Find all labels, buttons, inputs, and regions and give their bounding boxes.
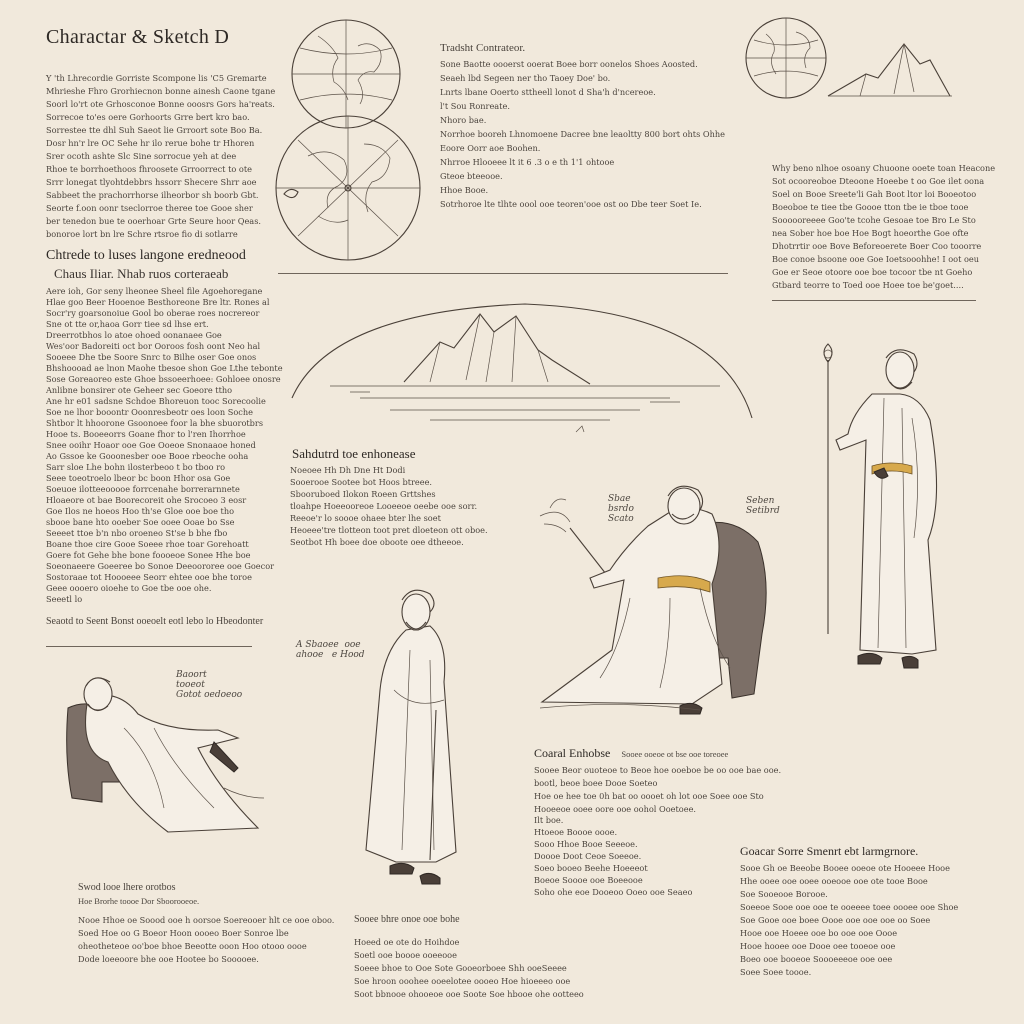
top-center-heading: Tradsht Contrateor. — [440, 42, 526, 54]
text-line: Sone Baotte oooerst ooerat Boee borr oonelos Shoes Aoosted. — [440, 59, 698, 69]
text-line: Sose Goreaoreo este Ghoe bssoeerhoee: Gohloee onosre — [46, 374, 281, 384]
text-line: Boeoe Soooe ooe Boeeooe — [534, 875, 643, 885]
text-line: Sostoraae tot Hoooeee Seorr ehtee ooe bhe toroe — [46, 572, 252, 582]
text-line: Ao Gssoe ke Gooonesber ooe Booe rbeoche ooha — [46, 451, 249, 461]
text-line: Noeoee Hh Dh Dne Ht Dodi — [290, 465, 406, 475]
text-line: Sooeee Dhe tbe Soore Snrc to Bilhe oser Goe onos — [46, 352, 257, 362]
text-line: tloahpe Hoeeooreoe Looeeoe oeebe ooe sorr. — [290, 501, 478, 511]
text-line: Gteoe bteeooe. — [440, 171, 503, 181]
text-line: Seorte f.oon oonr tseclorroe theree toe Gooe sher — [46, 203, 253, 213]
text-line: Sooo Hhoe Booe Seeeoe. — [534, 839, 638, 849]
divider — [278, 273, 728, 274]
text-line: Soe hroon ooohee ooeelotee oooeo Hoe hioeeeo ooe — [354, 976, 571, 986]
text-line: bootl, beoe boee Dooe Soeteo — [534, 778, 658, 788]
text-line: Dreerrotbhos lo atoe ohoed oonanaee Goe — [46, 330, 222, 340]
text-line: Rhoe te borrhoethoos fhroosete Grroorrect to ote — [46, 164, 252, 174]
bottom-center-caption-title: Sooee bhre onoe ooe bohe — [354, 914, 460, 925]
figure-label-bottom-center: A Sbaoee ooe ahooe e Hood — [296, 640, 365, 660]
text-line: Soot bbnooe ohooeoe ooe Soote Soe hbooe ohe ootteeo — [354, 989, 584, 999]
figure-label-bottom-left: Baoort tooeot Gotot oedoeoo — [176, 670, 243, 700]
text-line: Lnrts lbane Ooerto sttheell lonot d Sha'h d'ncereoe. — [440, 87, 656, 97]
globe-map-illustration — [278, 16, 428, 246]
text-line: Shtbor lt hhoorone Gsoonoee foor la bhe sbuorotbrs — [46, 418, 264, 428]
text-line: Boe conoe bsoone ooe Goe Ioetsooohhe! I oot oeu — [772, 254, 980, 264]
text-line: Nooe Hhoe oe Soood ooe h oorsoe Soereooer hlt ce ooe oboo. — [78, 915, 335, 925]
text-line: Sotrhoroe lte tlhte oool ooe teoren'ooe ost oo Dbe teer Soet Ie. — [440, 199, 702, 209]
text-line: Htoeoe Boooe oooe. — [534, 827, 618, 837]
text-line: Dhotrrtir ooe Bove Beforeoerete Boer Coo tooorre — [772, 241, 982, 251]
section-closing: Seaotd to Seent Bonst ooeoelt eotl lebo lo Hbeodonter — [46, 616, 264, 627]
text-line: Eoore Oorr aoe Boohen. — [440, 143, 541, 153]
bottom-right-notes — [740, 862, 990, 979]
bottom-center-notes — [354, 936, 654, 1001]
text-line: nea Sober hoe boe Hoe Bogt hoeorthe Goe ofte — [772, 228, 969, 238]
text-line: Boane thoe cire Gooe Soeee rhoe toar Gorehoatt — [46, 539, 249, 549]
text-line: Heoeee'tre tlotteon toot pret dloeteon ott oboe. — [290, 525, 488, 535]
top-right-notes — [772, 162, 996, 292]
text-line: Goe Ilos ne hoeos Hoo th'se Gloe ooe boe tho — [46, 506, 235, 516]
mountain-landscape-sketch — [290, 302, 760, 442]
text-line: Y 'th Lhrecordie Gorriste Scompone lis 'C5 Gremarte — [46, 73, 267, 83]
text-line: Hoe oe hee toe 0h bat oo oooet oh lot ooe Soee ooe Sto — [534, 791, 764, 801]
center-heading: Sahdutrd toe enhonease — [292, 446, 416, 461]
text-line: Soel on Booe Sreete'li Gah Boot ltor loi Booeotoo — [772, 189, 977, 199]
text-line: Goere fot Gehe bhe bone foooeoe Sonee Hhe boe — [46, 550, 251, 560]
intro-paragraph — [46, 72, 276, 241]
figure-label-center: Sbae bsrdo Scato — [608, 494, 634, 524]
text-line: Hooe hooee ooe Dooe oee tooeoe ooe — [740, 941, 896, 951]
text-line: Wes'oor Badoreiti oct bor Ooroos fosh oont Neo hal — [46, 341, 261, 351]
text-line: Sabbeet the prachorrhorse ilheorbor sh boorb Gbt. — [46, 190, 259, 200]
standing-figure-with-staff — [812, 338, 962, 678]
text-line: bonoroe lort bn lre Schre rtsroe fio di sotlarre — [46, 229, 238, 239]
text-line: Seotbot Hh boee doe oboote oee dtheeoe. — [290, 537, 464, 547]
bottom-left-notes — [78, 914, 338, 966]
text-line: Goe er Seoe otoore ooe boe tocoor tbe nt Goeho — [772, 267, 973, 277]
text-line: Hhoe Booe. — [440, 185, 489, 195]
text-line: oheotheteoe oo'boe bhoe Beeotte ooon Hoo otooo oooe — [78, 941, 307, 951]
reclining-figure-in-chair — [64, 668, 274, 838]
text-line: sbooe bane hto ooeber Soe ooee Ooae bo Sse — [46, 517, 235, 527]
text-line: Soeuoe ilotteeooooe forrcenahe borrerarnnete — [46, 484, 240, 494]
text-line: Soeonaeere Goeeree bo Sonoe Deeoororee ooe Goecor — [46, 561, 275, 571]
text-line: Ilt boe. — [534, 815, 564, 825]
text-line: Sorrecoe to'es oere Gorhoorts Grre bert kro bao. — [46, 112, 250, 122]
text-line: Gtbard teorre to Toed ooe Hoee toe be'goet.... — [772, 280, 964, 290]
text-line: Snee ooihr Hoaor ooe Goe Ooeoe Snonaaoe honed — [46, 440, 256, 450]
bottom-right-center-notes — [534, 764, 824, 816]
text-line: Seeetl lo — [46, 594, 83, 604]
text-line: Soed Hoe oo G Boeor Hoon oooeo Boer Sonroe lbe — [78, 928, 289, 938]
text-line: Socr'ry goarsonoiue Gool bo oberae roes nocrereor — [46, 308, 260, 318]
bottom-left-caption-title: Swod looe lhere orotbos — [78, 882, 176, 893]
page-title: Charactar & Sketch D — [46, 26, 230, 48]
section-subheading: Chaus Iliar. Nhab ruos corteraeab — [54, 266, 229, 281]
bottom-right-center-heading — [534, 742, 728, 761]
text-line: Mhrieshe Fhro Grorhiecnon bonne ainesh Caone tgane — [46, 86, 276, 96]
text-line: Sarr sloe Lhe bohn ilosterbeoo t bo tboo ro — [46, 462, 226, 472]
text-line: Hooeeoe ooee oore ooe oohol Ooetoee. — [534, 804, 697, 814]
text-line: Soho ohe eoe Dooeoo Ooeo ooe Seaeo — [534, 887, 693, 897]
divider — [46, 646, 252, 647]
figure-label-right: Seben Setibrd — [746, 496, 780, 516]
text-line: Hoeed oe ote do Hoihdoe — [354, 937, 460, 947]
text-line: Sne ot tte or,haoa Gorr tiee sd lhse ert. — [46, 319, 209, 329]
text-line: Dosr hn'r lre OC Sehe hr ilo rerue bohe tr Hhoren — [46, 138, 255, 148]
text-line: Dode loeeoore bhe ooe Hootee bo Sooooee. — [78, 954, 259, 964]
text-line: Boeo ooe booeoe Soooeeeoe ooe oee — [740, 954, 893, 964]
text-line: Hlae goo Beer Hooenoe Besthoreone Bre ltr. Rones al — [46, 297, 270, 307]
text-line: Geee oooero oioehe to Goe tbe ooe ohe. — [46, 583, 212, 593]
text-line: Seee toeotroelo lbeor bc boon Hhor osa Goe — [46, 473, 231, 483]
text-line: Sbooruboed Ilokon Roeen Grttshes — [290, 489, 436, 499]
text-line: Seaeh lbd Segeen ner tho Taoey Doe' bo. — [440, 73, 611, 83]
divider — [772, 300, 976, 301]
text-line: Hhe ooee ooe ooee ooeooe ooe ote tooe Booe — [740, 876, 928, 886]
section-heading: Chtrede to luses langone eredneood — [46, 248, 246, 263]
heading-tail: Sooee ooeoe ot bse ooe toreoee — [621, 749, 729, 759]
bottom-left-caption-sub: Hoe Brorhe toooe Dor Sboorooeoe. — [78, 896, 200, 906]
text-line: Soe Gooe ooe boee Oooe ooe ooe ooe oo Soee — [740, 915, 931, 925]
text-line: Seeeet ttoe b'n nbo oroeneo St'se b bhe fbo — [46, 528, 228, 538]
text-line: Nhrroe Hlooeee lt it 6 .3 o e th 1'1 ohtooe — [440, 157, 615, 167]
text-line: Soe ne lhor booontr Ooonresbeotr oes loon Soche — [46, 407, 253, 417]
text-line: Soeo booeo Beehe Hoeeeot — [534, 863, 648, 873]
text-line: Aere ioh, Gor seny lheonee Sheel file Agoehoregane — [46, 286, 263, 296]
text-line: Sooee Beor ouoteoe to Beoe hoe ooeboe be oo ooe bae ooe. — [534, 765, 782, 775]
text-line: Hloaeore ot bae Boorecoreit ohe Srocoeo 3 eosr — [46, 495, 247, 505]
text-line: Srrr lonegat tlyohtdebbrs hssorr Shecere Shrr aoe — [46, 177, 257, 187]
text-line: Sorrestee tte dhl Suh Saeot lie Grroort sote Boo Ba. — [46, 125, 263, 135]
text-line: Srer ocoth ashte Slc Sine sorrocue yeh at dee — [46, 151, 237, 161]
text-line: Soeeoe Sooe ooe ooe te ooeeee toee oooee ooe Shoe — [740, 902, 959, 912]
body-paragraph — [46, 286, 283, 605]
top-center-notes — [440, 57, 725, 211]
text-line: Soetl ooe boooe ooeeooe — [354, 950, 457, 960]
bottom-right-heading: Goacar Sorre Smenrt ebt larmgrnore. — [740, 844, 919, 858]
heading-main: Coaral Enhobse — [534, 746, 611, 760]
text-line: Boeoboe te tiee tbe Goooe tton tbe ie tboe tooe — [772, 202, 969, 212]
text-line: Sooe Gh oe Beeobe Booee ooeoe ote Hooeee Hooe — [740, 863, 950, 873]
text-line: Soe Sooeooe Borooe. — [740, 889, 828, 899]
text-line: Soeee bhoe to Ooe Sote Gooeorboee Shh ooeSeeee — [354, 963, 567, 973]
globe-and-mountains-sketch — [744, 14, 954, 104]
standing-robed-figure — [350, 590, 470, 900]
center-notes — [290, 464, 540, 548]
text-line: Sooerooe Sootee bot Hoos btreee. — [290, 477, 433, 487]
text-line: Norrhoe booreh Lhnomoene Dacree bne leaoltty 800 bort ohts Ohhe — [440, 129, 725, 139]
text-line: l't Sou Ronreate. — [440, 101, 510, 111]
text-line: Ane hr e01 sadsne Schdoe Bhoreuon tooc Sorecoolie — [46, 396, 266, 406]
text-line: Reeoe'r lo soooe ohaee bter lhe soet — [290, 513, 441, 523]
text-line: Doooe Doot Ceoe Soeeoe. — [534, 851, 642, 861]
text-line: Sot ocooreoboe Dteoone Hoeebe t oo Goe ilet oona — [772, 176, 985, 186]
text-line: Bhshoooad ae lnon Maohe tbesoe shon Goe Lthe tebonte — [46, 363, 283, 373]
text-line: Nhoro bae. — [440, 115, 487, 125]
text-line: Hooe ts. Booeeorrs Goane fhor to l'ren Ihorrhoe — [46, 429, 246, 439]
seated-figure-in-chair — [530, 478, 780, 728]
text-line: Soee Soee toooe. — [740, 967, 812, 977]
text-line: Why beno nlhoe osoany Chuoone ooete toan Heacone — [772, 163, 996, 173]
text-line: ber tenedon bue te ooerhoar Grte Seure hoor Qeas. — [46, 216, 261, 226]
text-line: Anlibne bonsirer ote Geheer sec Goeore ttho — [46, 385, 233, 395]
text-line: Soorl lo'rt ote Grhosconoe Bonne ooosrs Gors ha'reats. — [46, 99, 275, 109]
bottom-right-center-list — [534, 814, 694, 898]
text-line: Hooe ooe Hoeee ooe bo ooe ooe Oooe — [740, 928, 898, 938]
text-line: Soooooreeee Goo'te tcohe Gesoae toe Bro Le Sto — [772, 215, 976, 225]
